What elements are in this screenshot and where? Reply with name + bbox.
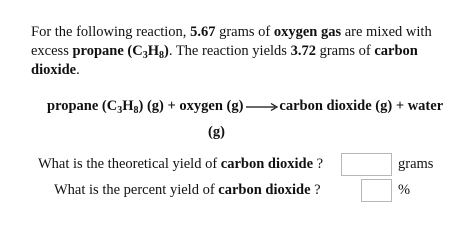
theoretical-yield-input[interactable] — [341, 153, 392, 176]
water-state: (g) — [208, 124, 225, 140]
percent-yield-input[interactable] — [361, 179, 392, 202]
theoretical-yield-question: What is the theoretical yield of carbon dioxide ? — [38, 156, 324, 172]
percent-yield-question: What is the percent yield of carbon dioxide ? — [54, 182, 321, 198]
intro-text: . — [76, 62, 80, 78]
right-arrow-icon — [246, 102, 278, 112]
subscript-8: 8 — [158, 50, 164, 61]
carbon-dioxide-mass: 3.72 — [290, 43, 316, 59]
carbon-dioxide-label: carbon dioxide — [31, 43, 418, 78]
question-product-label: carbon dioxide — [218, 182, 311, 198]
question-product-label: carbon dioxide — [220, 156, 314, 172]
propane-term: propane $(C_3H_8) (g)$ + oxygen (g) — [47, 98, 244, 116]
intro-text: grams of — [215, 24, 274, 40]
intro-text: grams of — [315, 43, 375, 59]
oxygen-gas-label: oxygen gas — [273, 24, 342, 40]
intro-text: For the following reaction, — [31, 24, 191, 40]
intro-text: . The reaction yields — [168, 43, 291, 59]
products-term: carbon dioxide (g) + water — [279, 98, 444, 114]
oxygen-mass: 5.67 — [190, 24, 216, 40]
intro-text: are mixed with excess — [31, 24, 432, 59]
equation-subscript-3: 3 — [117, 105, 123, 116]
equation-subscript-8: 8 — [133, 105, 139, 116]
percent-unit: % — [398, 182, 411, 198]
subscript-3: 3 — [142, 50, 148, 61]
problem-statement — [31, 23, 461, 80]
grams-unit: grams — [398, 156, 434, 172]
reaction-equation — [47, 96, 461, 116]
propane-label: propane $(C_3H_8)$ — [72, 43, 169, 61]
